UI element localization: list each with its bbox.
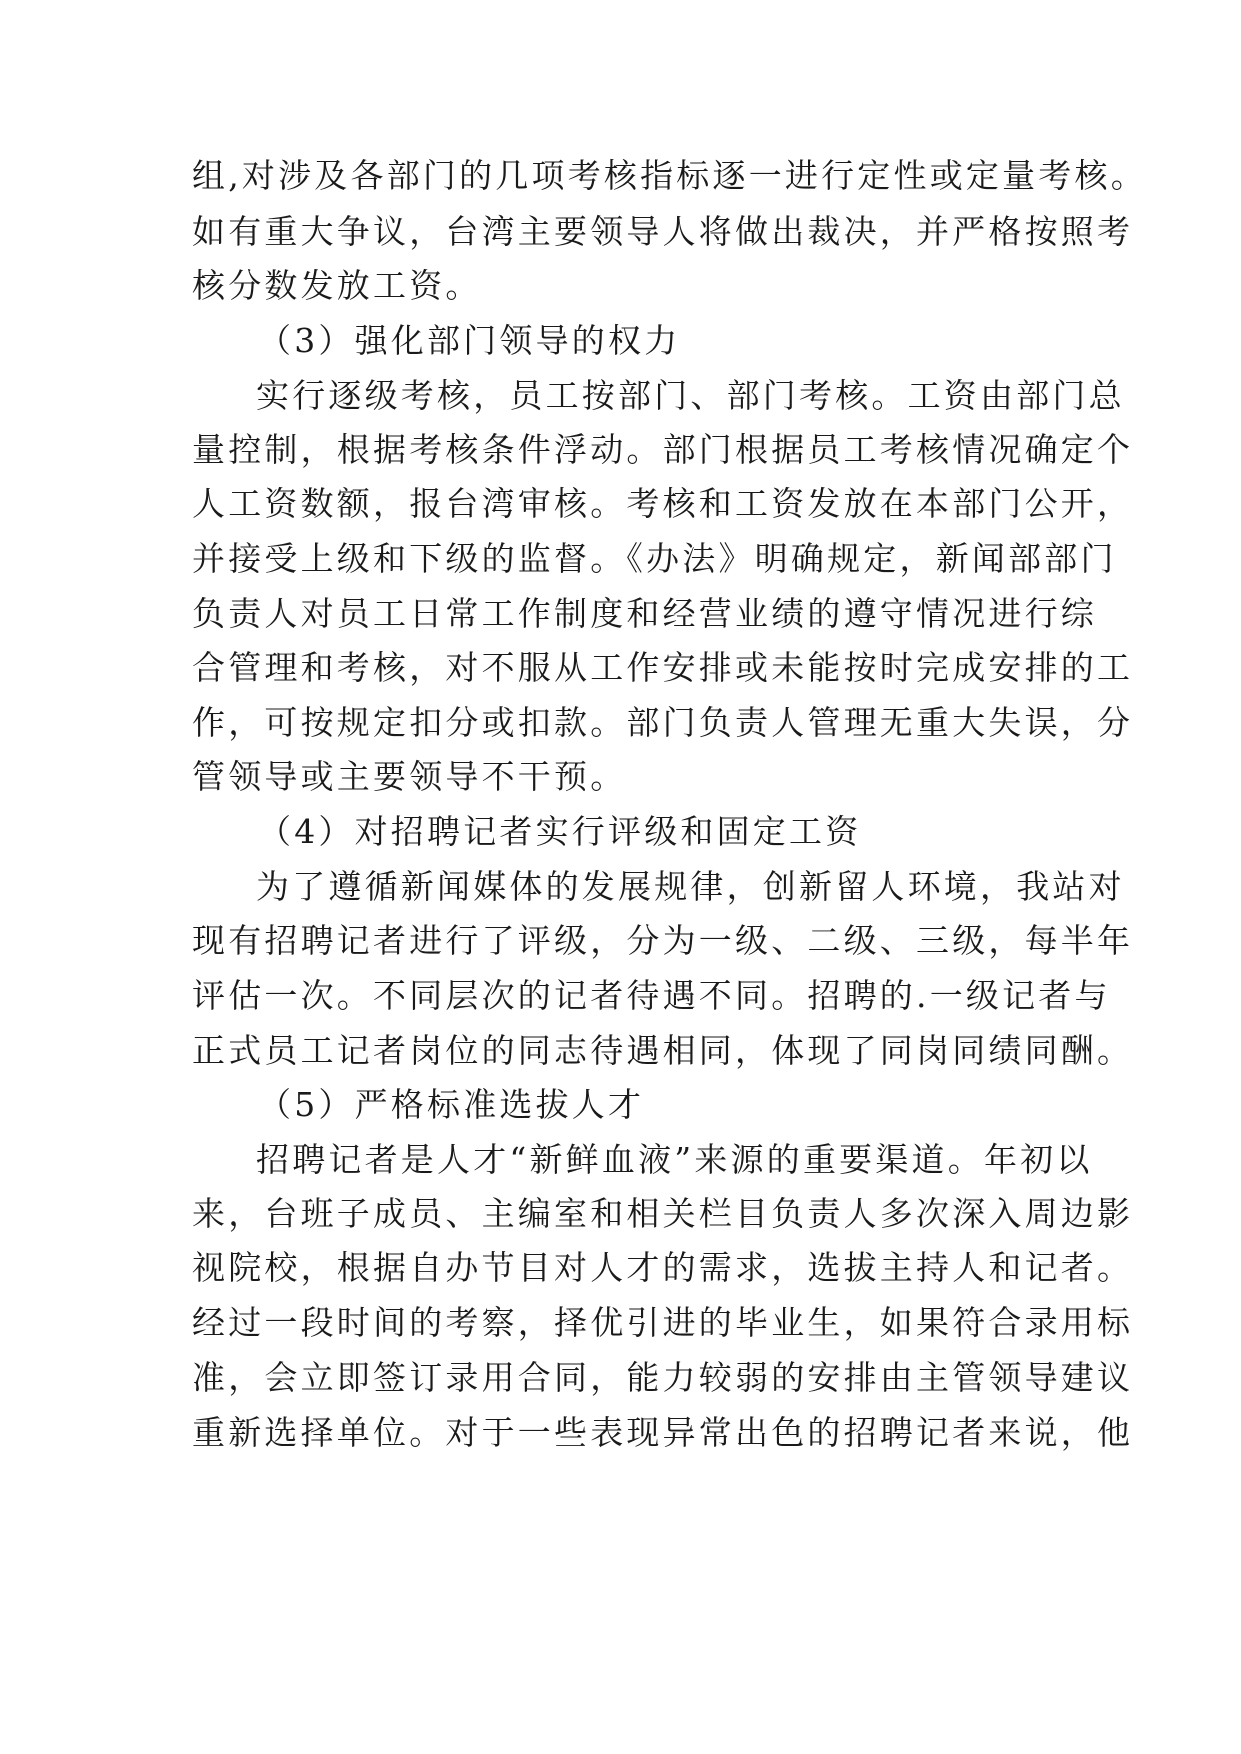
text-line: 现有招聘记者进行了评级，分为一级、二级、三级，每半年 (192, 921, 1134, 960)
paragraph-first-line: 招聘记者是人才“新鲜血液”来源的重要渠道。年初以 (256, 1140, 1093, 1179)
text-line: 管领导或主要领导不干预。 (192, 757, 627, 796)
text-line: 合管理和考核，对不服从工作安排或未能按时完成安排的工 (192, 648, 1134, 687)
text-line: 人工资数额，报台湾审核。考核和工资发放在本部门公开， (192, 484, 1134, 523)
section-heading: （3）强化部门领导的权力 (258, 321, 681, 360)
text-line: 负责人对员工日常工作制度和经营业绩的遵守情况进行综 (192, 594, 1097, 633)
text-line: 组,对涉及各部门的几项考核指标逐一进行定性或定量考核。 (192, 156, 1147, 195)
text-line: 作，可按规定扣分或扣款。部门负责人管理无重大失误，分 (192, 703, 1134, 742)
section-heading: （5）严格标准选拔人才 (258, 1085, 645, 1124)
section-heading: （4）对招聘记者实行评级和固定工资 (258, 812, 862, 851)
paragraph-first-line: 实行逐级考核，员工按部门、部门考核。工资由部门总 (256, 376, 1125, 415)
text-line: 如有重大争议，台湾主要领导人将做出裁决，并严格按照考 (192, 212, 1134, 251)
text-line: 量控制，根据考核条件浮动。部门根据员工考核情况确定个 (192, 430, 1134, 469)
text-line: 来，台班子成员、主编室和相关栏目负责人多次深入周边影 (192, 1194, 1134, 1233)
paragraph-first-line: 为了遵循新闻媒体的发展规律，创新留人环境，我站对 (256, 867, 1125, 906)
text-line: 评估一次。不同层次的记者待遇不同。招聘的.一级记者与 (192, 976, 1111, 1015)
text-line: 准，会立即签订录用合同，能力较弱的安排由主管领导建议 (192, 1358, 1134, 1397)
text-line: 经过一段时间的考察，择优引进的毕业生，如果符合录用标 (192, 1303, 1134, 1342)
text-line: 重新选择单位。对于一些表现异常出色的招聘记者来说，他 (192, 1413, 1134, 1452)
text-line: 并接受上级和下级的监督。《办法》明确规定，新闻部部门 (192, 539, 1117, 578)
text-line: 核分数发放工资。 (192, 266, 482, 305)
text-line: 视院校，根据自办节目对人才的需求，选拔主持人和记者。 (192, 1248, 1134, 1287)
text-line: 正式员工记者岗位的同志待遇相同，体现了同岗同绩同酬。 (192, 1031, 1134, 1070)
